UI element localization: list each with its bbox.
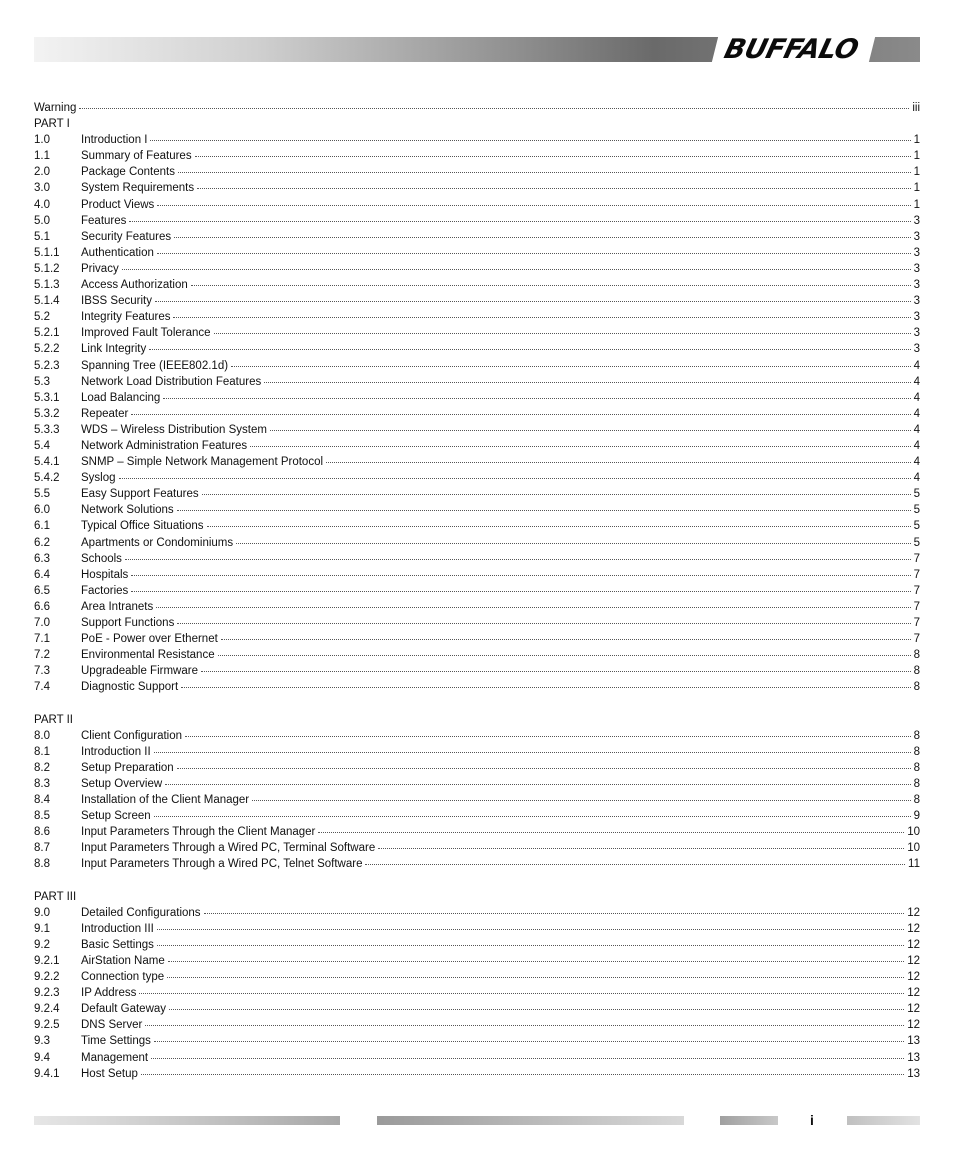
toc-entry-number: 7.1 [34,633,50,646]
toc-entry-title: Introduction II [81,745,151,758]
toc-entry-number: 5.2.3 [34,359,60,372]
toc-entry-number: 6.5 [34,584,50,597]
toc-entry-title: Host Setup [81,1067,138,1080]
toc-entry-title: Authentication [81,246,154,259]
toc-entry-page: 1 [913,182,920,195]
toc-entry-number: 5.2.2 [34,343,60,356]
dot-leader [270,430,911,431]
toc-entry-number: 5.1.1 [34,246,60,259]
toc-entry-number: 1.1 [34,150,50,163]
dot-leader [154,752,911,753]
toc-entry-number: 5.1.4 [34,295,60,308]
toc-entry-page: 5 [913,520,920,533]
toc-entry[interactable] [34,1017,920,1033]
toc-entry-page: 8 [913,729,920,742]
part-1-entries [34,132,920,695]
toc-entry[interactable] [34,197,920,213]
toc-entry-page: 8 [913,681,920,694]
toc-entry-number: 7.3 [34,665,50,678]
toc-entry-number: 7.0 [34,617,50,629]
toc-entry[interactable] [34,132,920,148]
toc-entry-number: 8.4 [34,794,50,807]
toc-entry[interactable] [34,599,920,615]
toc-entry-title: Basic Settings [81,938,154,951]
toc-entry-page: 3 [913,214,920,227]
toc-entry-title: Summary of Features [81,150,192,163]
toc-entry-page: 3 [913,311,920,324]
dot-leader [149,349,910,350]
toc-entry[interactable] [34,341,920,357]
dot-leader [131,591,910,592]
toc-entry-number: 9.4 [34,1051,50,1064]
toc-entry-title: Schools [81,552,122,565]
toc-entry-number: 1.0 [34,134,50,147]
toc-entry-title: Introduction III [81,922,154,935]
toc-entry-number: 9.2.5 [34,1019,60,1032]
toc-entry[interactable] [34,679,920,695]
toc-entry[interactable] [34,213,920,229]
toc-entry[interactable] [34,390,920,406]
toc-entry-number: 6.6 [34,600,50,613]
toc-entry-page: 3 [913,327,920,340]
toc-entry[interactable] [34,583,920,599]
toc-entry[interactable] [34,808,920,824]
toc-entry-number: 8.1 [34,745,50,758]
toc-entry-number: 6.2 [34,536,50,549]
toc-entry-page: 4 [913,375,920,388]
toc-entry-title: Repeater [81,407,129,420]
toc-entry-title: PoE - Power over Ethernet [81,633,218,646]
toc-entry-title: Installation of the Client Manager [81,794,250,807]
toc-entry-title: Load Balancing [81,391,161,404]
dot-leader [154,816,911,817]
toc-entry-title: WDS – Wireless Distribution System [81,423,267,436]
dot-leader [221,639,911,640]
dot-leader [204,913,905,914]
toc-entry[interactable] [34,180,920,196]
toc-entry-number: 9.0 [34,906,50,919]
toc-entry[interactable] [34,454,920,470]
toc-entry-title: DNS Server [81,1019,143,1032]
toc-entry[interactable] [34,309,920,325]
toc-entry-title: Improved Fault Tolerance [81,327,211,340]
toc-entry-title: Setup Overview [81,777,163,790]
dot-leader [157,945,904,946]
toc-entry-number: 9.1 [34,922,50,935]
table-of-contents [34,100,920,1082]
dot-leader [195,156,911,157]
toc-entry-page: 7 [913,617,920,629]
toc-entry-page: 9 [913,810,920,823]
dot-leader [131,414,910,415]
dot-leader [177,768,911,769]
toc-entry[interactable] [34,374,920,390]
dot-leader [173,317,910,318]
dot-leader [163,398,910,399]
dot-leader [178,172,911,173]
toc-entry[interactable] [34,856,920,872]
toc-entry-number: 8.3 [34,777,50,790]
dot-leader [185,736,911,737]
dot-leader [326,462,911,463]
toc-entry-number: 5.2 [34,311,50,324]
dot-leader [365,864,905,865]
dot-leader [155,301,911,302]
toc-entry-title: Connection type [81,971,165,984]
toc-entry[interactable] [34,631,920,647]
toc-entry[interactable] [34,148,920,164]
toc-entry[interactable] [34,792,920,808]
toc-entry-number: 4.0 [34,198,50,211]
toc-entry-number: 8.7 [34,842,50,855]
toc-entry[interactable] [34,1001,920,1017]
toc-entry-number: 6.4 [34,568,50,581]
toc-entry-page: 5 [913,488,920,501]
toc-entry[interactable] [34,551,920,567]
toc-entry-page: 4 [913,407,920,420]
dot-leader [129,221,910,222]
toc-entry[interactable] [34,776,920,792]
toc-entry-title: Upgradeable Firmware [81,665,198,678]
toc-entry-number: 9.4.1 [34,1067,60,1080]
toc-entry-page: 3 [913,343,920,356]
toc-entry-number: 5.3.3 [34,423,60,436]
toc-entry-number: 5.3.1 [34,391,60,404]
toc-entry-title: Network Solutions [81,504,174,517]
toc-entry-title: Setup Screen [81,810,151,823]
toc-entry[interactable] [34,1033,920,1049]
footer-bar-2 [377,1116,684,1125]
dot-leader [191,285,911,286]
dot-leader [125,559,911,560]
toc-entry-title: Product Views [81,198,155,211]
toc-entry-title: Link Integrity [81,343,147,356]
toc-entry-title: AirStation Name [81,954,165,967]
dot-leader [156,607,910,608]
toc-entry-title: Support Functions [81,617,175,629]
toc-entry-title: Area Intranets [81,600,154,613]
dot-leader [201,671,911,672]
toc-entry[interactable] [34,261,920,277]
dot-leader [122,269,911,270]
footer-bar-4 [847,1116,920,1125]
dot-leader [181,687,910,688]
toc-entry-page: 12 [907,922,920,935]
toc-entry[interactable] [34,325,920,341]
dot-leader [165,784,910,785]
toc-entry-title: Input Parameters Through a Wired PC, Terminal Software [81,842,376,855]
toc-entry[interactable] [34,438,920,454]
toc-entry-page: 5 [913,536,920,549]
dot-leader [169,1009,904,1010]
toc-entry[interactable] [34,744,920,760]
toc-entry-title: Input Parameters Through a Wired PC, Telnet Software [81,858,363,871]
toc-entry-page: 10 [907,826,920,839]
dot-leader [250,446,910,447]
toc-entry-title: Introduction I [81,134,148,147]
toc-entry-number: 5.3 [34,375,50,388]
toc-entry-page: 12 [907,938,920,951]
toc-entry[interactable] [34,985,920,1001]
toc-entry[interactable] [34,728,920,744]
toc-entry-page: 4 [913,359,920,372]
toc-entry[interactable] [34,406,920,422]
toc-entry[interactable] [34,358,920,374]
toc-entry[interactable] [34,840,920,856]
toc-entry-page: 13 [907,1067,920,1080]
toc-entry-page: 4 [913,391,920,404]
dot-leader [119,478,911,479]
toc-entry[interactable] [34,663,920,679]
toc-entry[interactable] [34,969,920,985]
dot-leader [154,1041,904,1042]
toc-entry-title: Detailed Configurations [81,906,201,919]
toc-entry-page: 1 [913,134,920,147]
toc-entry-number: 5.4.2 [34,472,60,485]
toc-entry[interactable] [34,1050,920,1066]
toc-entry-title: Package Contents [81,166,175,179]
toc-entry-page: 3 [913,262,920,275]
toc-entry-number: 9.2.4 [34,1003,60,1016]
toc-entry-title: Network Administration Features [81,439,248,452]
toc-entry-number: 7.2 [34,649,50,662]
toc-entry-title: Syslog [81,472,116,485]
toc-entry-page: 12 [907,1019,920,1032]
toc-entry-title: Apartments or Condominiums [81,536,234,549]
toc-entry[interactable] [34,470,920,486]
section-gap [34,873,920,889]
toc-entry-title: Privacy [81,262,119,275]
toc-entry-number: 2.0 [34,166,50,179]
toc-entry-number: 8.2 [34,761,50,774]
toc-entry-number: 9.2.3 [34,987,60,1000]
toc-entry-page: 12 [907,954,920,967]
dot-leader [157,253,911,254]
toc-entry-page: 4 [913,423,920,436]
toc-entry-page: 3 [913,295,920,308]
dot-leader [177,510,911,511]
toc-entry[interactable] [34,905,920,921]
part-1-label: PART I [34,118,70,131]
toc-entry-number: 8.8 [34,858,50,871]
toc-entry-number: 9.3 [34,1035,50,1048]
toc-entry-page: 7 [913,552,920,565]
toc-entry[interactable] [34,647,920,663]
toc-entry-title: Diagnostic Support [81,681,179,694]
toc-entry-page: iii [912,102,920,114]
toc-entry-title: Warning [34,102,77,114]
toc-entry-page: 13 [907,1035,920,1048]
dot-leader [79,108,909,109]
dot-leader [214,333,911,334]
dot-leader [167,977,904,978]
toc-entry-page: 7 [913,568,920,581]
toc-entry-page: 4 [913,456,920,469]
toc-entry-title: SNMP – Simple Network Management Protocol [81,456,324,469]
toc-entry-title: Integrity Features [81,311,171,324]
dot-leader [151,1058,904,1059]
part-3-entries [34,905,920,1082]
dot-leader [168,961,904,962]
toc-entry-number: 3.0 [34,182,50,195]
toc-entry-title: Network Load Distribution Features [81,375,262,388]
toc-entry-number: 5.4 [34,439,50,452]
toc-entry-title: Input Parameters Through the Client Manager [81,826,316,839]
toc-entry[interactable] [34,293,920,309]
dot-leader [139,993,904,994]
dot-leader [264,382,910,383]
toc-entry-page: 8 [913,777,920,790]
dot-leader [174,237,910,238]
toc-entry-number: 9.2 [34,938,50,951]
dot-leader [378,848,904,849]
part-2-label: PART II [34,713,73,726]
toc-entry-title: IP Address [81,987,137,1000]
toc-entry-number: 8.5 [34,810,50,823]
toc-entry[interactable] [34,1066,920,1082]
toc-entry-number: 5.5 [34,488,50,501]
toc-entry-number: 5.4.1 [34,456,60,469]
toc-entry[interactable] [34,535,920,551]
toc-entry-title: IBSS Security [81,295,152,308]
dot-leader [202,494,911,495]
toc-entry-title: Spanning Tree (IEEE802.1d) [81,359,229,372]
dot-leader [197,188,910,189]
toc-entry-page: 8 [913,761,920,774]
toc-entry-page: 11 [908,858,920,871]
toc-entry[interactable] [34,824,920,840]
toc-entry-number: 5.1.2 [34,262,60,275]
toc-entry-page: 13 [907,1051,920,1064]
toc-entry-title: Easy Support Features [81,488,199,501]
toc-entry-number: 9.2.1 [34,954,60,967]
toc-entry-page: 1 [913,198,920,211]
toc-entry-number: 5.1.3 [34,279,60,292]
toc-entry-number: 5.0 [34,214,50,227]
toc-entry-title: Default Gateway [81,1003,167,1016]
toc-entry-number: 5.2.1 [34,327,60,340]
toc-entry[interactable] [34,953,920,969]
toc-entry-page: 7 [913,584,920,597]
dot-leader [252,800,910,801]
toc-entry-number: 6.0 [34,504,50,517]
toc-entry-number: 5.3.2 [34,407,60,420]
footer-bar-1 [34,1116,340,1125]
toc-entry-number: 8.6 [34,826,50,839]
toc-entry-title: Features [81,214,127,227]
toc-entry[interactable] [34,567,920,583]
toc-entry[interactable] [34,615,920,631]
dot-leader [145,1025,904,1026]
toc-entry[interactable] [34,502,920,518]
toc-entry-page: 1 [913,166,920,179]
toc-entry-title: Typical Office Situations [81,520,204,533]
toc-entry-page: 7 [913,600,920,613]
toc-entry-number: 6.1 [34,520,50,533]
section-gap [34,695,920,711]
dot-leader [131,575,910,576]
part-3-label: PART III [34,890,77,903]
toc-entry[interactable] [34,518,920,534]
toc-entry-page: 10 [907,842,920,855]
toc-entry-title: Management [81,1051,149,1064]
dot-leader [218,655,911,656]
toc-entry-page: 4 [913,472,920,485]
toc-entry[interactable] [34,245,920,261]
toc-entry-page: 12 [907,1003,920,1016]
toc-entry-page: 12 [907,987,920,1000]
toc-entry-title: Factories [81,584,129,597]
toc-entry-page: 8 [913,665,920,678]
toc-entry[interactable] [34,486,920,502]
toc-entry-title: Security Features [81,230,172,243]
toc-entry-title: Client Configuration [81,729,183,742]
toc-entry[interactable] [34,164,920,180]
toc-entry-page: 3 [913,279,920,292]
toc-entry-page: 1 [913,150,920,163]
toc-entry-title: Hospitals [81,568,129,581]
dot-leader [157,205,910,206]
dot-leader [231,366,911,367]
toc-entry-number: 7.4 [34,681,50,694]
part-2-entries [34,728,920,873]
toc-entry-page: 8 [913,794,920,807]
toc-entry-page: 12 [907,906,920,919]
dot-leader [318,832,904,833]
toc-entry-title: Environmental Resistance [81,649,215,662]
dot-leader [150,140,910,141]
toc-entry[interactable] [34,229,920,245]
dot-leader [141,1074,904,1075]
toc-entry-number: 6.3 [34,552,50,565]
toc-entry[interactable] [34,422,920,438]
toc-entry-number: 9.2.2 [34,971,60,984]
toc-entry-page: 3 [913,246,920,259]
toc-entry-page: 7 [913,633,920,646]
toc-entry-number: 8.0 [34,729,50,742]
toc-entry-page: 5 [913,504,920,517]
toc-entry[interactable] [34,760,920,776]
dot-leader [157,929,904,930]
toc-entry[interactable] [34,921,920,937]
toc-entry-page: 12 [907,971,920,984]
dot-leader [236,543,910,544]
toc-entry-page: 8 [913,649,920,662]
toc-entry-warning[interactable] [34,100,920,116]
toc-entry-title: System Requirements [81,182,195,195]
buffalo-logo: BUFFALO [712,35,876,64]
toc-entry-page: 3 [913,230,920,243]
page-number: i [810,1112,814,1128]
toc-entry-number: 5.1 [34,230,50,243]
toc-entry-title: Access Authorization [81,279,188,292]
toc-entry-title: Time Settings [81,1035,151,1048]
toc-entry[interactable] [34,277,920,293]
toc-entry[interactable] [34,937,920,953]
toc-entry-page: 8 [913,745,920,758]
footer-bar-3 [720,1116,778,1125]
dot-leader [207,526,911,527]
toc-entry-page: 4 [913,439,920,452]
dot-leader [177,623,910,624]
toc-entry-title: Setup Preparation [81,761,174,774]
